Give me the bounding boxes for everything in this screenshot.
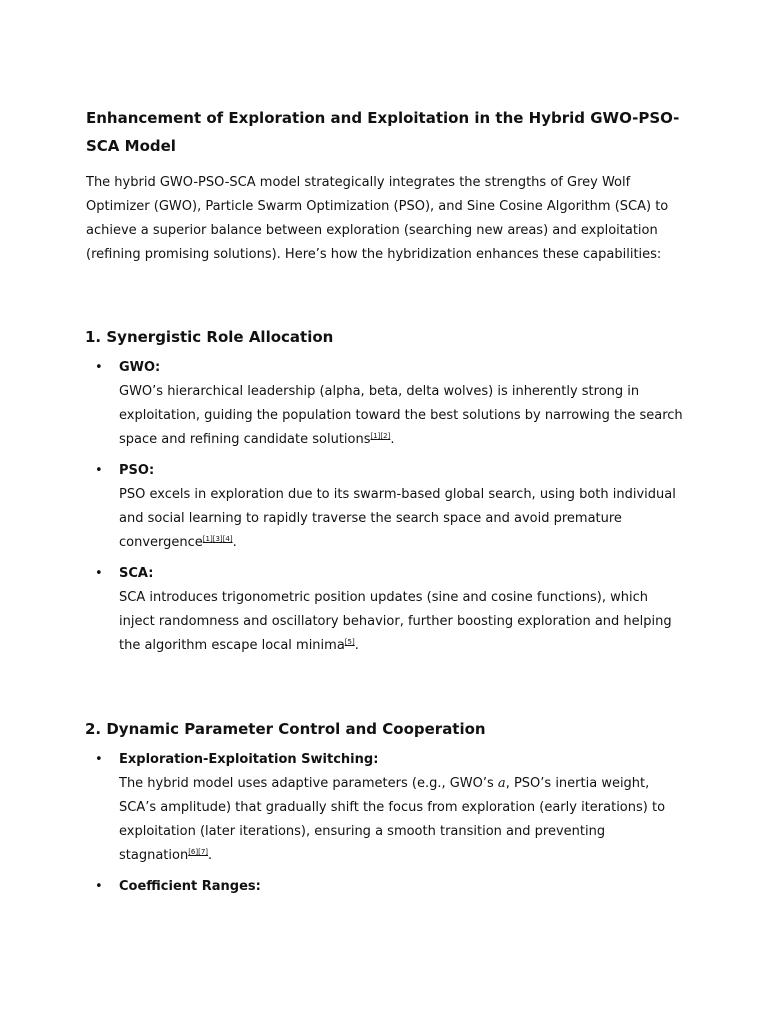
- intro-paragraph: The hybrid GWO-PSO-SCA model strategically integrates the strengths of Grey Wolf Optimizer (GWO), Particle Swarm Optimization (PSO), and Sine Cosine Algorithm (SCA) to achieve a superior balance between exploration (searching new areas) and exploitation (refining promising solutions). Here’s how the hybridization enhances these capabilities:: [86, 175, 669, 262]
- citation-group: [345, 638, 355, 646]
- list-item-gwo: [86, 356, 686, 452]
- list-item-pso: [86, 459, 686, 555]
- bullet-icon: •: [95, 566, 103, 581]
- citation-group: [203, 535, 233, 543]
- list-item-coefficient-ranges: [86, 875, 686, 899]
- item-body-text: PSO excels in exploration due to its swarm-based global search, using both individual and social learning to rapidly traverse the search space and avoid premature convergence: [119, 487, 676, 550]
- section-heading-role-allocation: 1. Synergistic Role Allocation: [85, 328, 334, 346]
- item-body-end: .: [208, 848, 213, 863]
- citation-link[interactable]: [6]: [188, 848, 199, 856]
- math-variable: a: [497, 776, 506, 791]
- bullet-icon: •: [95, 463, 103, 478]
- citation-link[interactable]: [7]: [198, 848, 209, 856]
- item-body-text: GWO’s hierarchical leadership (alpha, beta, delta wolves) is inherently strong in exploitation, guiding the population toward the best solutions by narrowing the search space and refining candidate solutions: [119, 384, 683, 447]
- document-page: [86, 104, 686, 906]
- bullet-icon: •: [95, 360, 103, 375]
- item-title: Exploration-Exploitation Switching:: [119, 752, 379, 767]
- item-body-text: The hybrid model uses adaptive parameters (e.g., GWO’s: [119, 776, 498, 791]
- item-body-end: .: [390, 432, 395, 447]
- item-body: [119, 772, 686, 868]
- role-allocation-list: [86, 356, 686, 658]
- item-title: PSO:: [119, 463, 155, 478]
- citation-link[interactable]: [3]: [212, 535, 223, 543]
- item-body-text: , PSO’s inertia weight, SCA’s amplitude) that gradually shift the focus from exploration (early iterations) to exploitation (later iterations), ensuring a smooth transition and preventing stagnation: [119, 776, 666, 863]
- citation-group: [371, 432, 391, 440]
- bullet-icon: •: [95, 879, 103, 894]
- citation-link[interactable]: [4]: [222, 535, 233, 543]
- item-body: [119, 586, 686, 658]
- item-title: GWO:: [119, 360, 161, 375]
- citation-link[interactable]: [1]: [202, 535, 213, 543]
- citation-link[interactable]: [2]: [380, 432, 391, 440]
- list-item-switching: [86, 748, 686, 868]
- document-title: Enhancement of Exploration and Exploitation in the Hybrid GWO-PSO-SCA Model: [86, 109, 680, 155]
- item-title: Coefficient Ranges:: [119, 879, 261, 894]
- list-item-sca: [86, 562, 686, 658]
- item-body-text: SCA introduces trigonometric position updates (sine and cosine functions), which inject randomness and oscillatory behavior, further boosting exploration and helping the algorithm escape local minima: [119, 590, 672, 653]
- item-body-end: .: [232, 535, 237, 550]
- item-title: SCA:: [119, 566, 154, 581]
- citation-link[interactable]: [1]: [370, 432, 381, 440]
- citation-link[interactable]: [5]: [344, 638, 355, 646]
- item-body-end: .: [354, 638, 359, 653]
- item-body: [119, 483, 686, 555]
- parameter-control-list: [86, 748, 686, 899]
- bullet-icon: •: [95, 752, 103, 767]
- item-body: [119, 380, 686, 452]
- citation-group: [188, 848, 208, 856]
- section-heading-parameter-control: 2. Dynamic Parameter Control and Cooperation: [85, 720, 486, 738]
